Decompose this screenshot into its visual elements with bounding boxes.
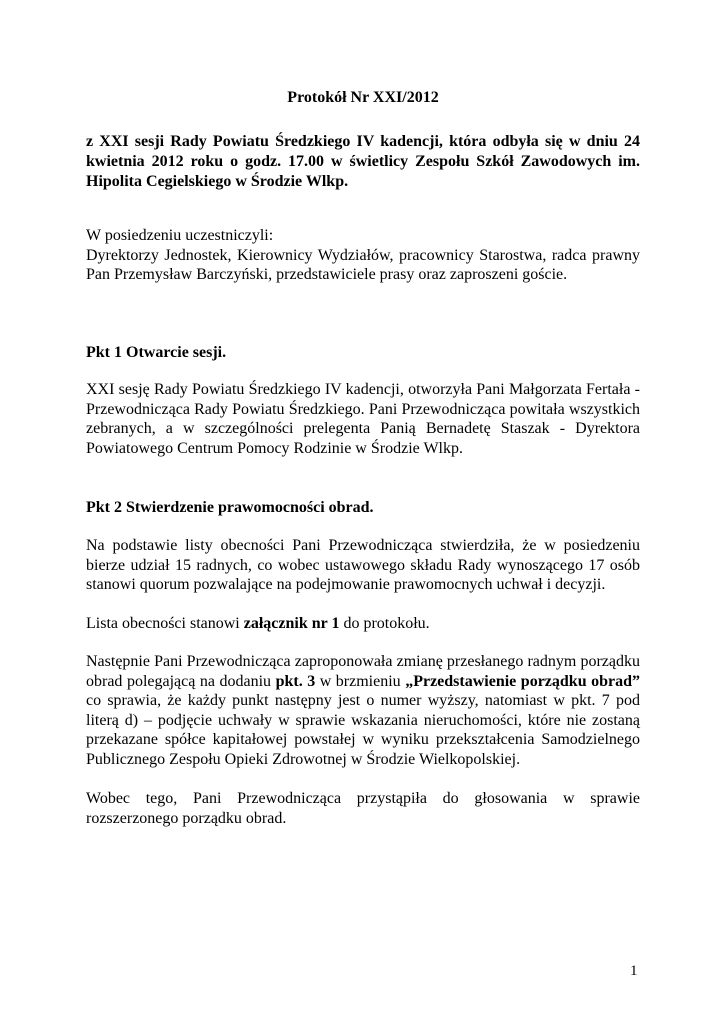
attendance-text: Dyrektorzy Jednostek, Kierownicy Wydziałów, pracownicy Starostwa, radca prawny Pan Przemysław Barczyński, przedstawiciele prasy oraz zaproszeni goście.: [86, 246, 640, 284]
document-title: Protokół Nr XXI/2012: [287, 89, 439, 106]
attachment-text-pre: Lista obecności stanowi: [86, 615, 244, 632]
section-2-agenda-paragraph: [86, 652, 640, 770]
section-2-attachment-line: [86, 614, 640, 634]
section-2-quorum-paragraph: Na podstawie listy obecności Pani Przewodnicząca stwierdziła, że w posiedzeniu bierze udział 15 radnych, co wobec ustawowego składu Rady wynoszącego 17 osób stanowi quorum pozwalające na podejmowanie prawomocnych uchwał i decyzji.: [86, 537, 640, 594]
section-2-heading: Pkt 2 Stwierdzenie prawomocności obrad.: [86, 499, 374, 516]
section-2-vote-paragraph: Wobec tego, Pani Przewodnicząca przystąpiła do głosowania w sprawie rozszerzonego porządku obrad.: [86, 790, 640, 827]
attachment-text-post: do protokołu.: [339, 615, 430, 632]
section-1-heading: Pkt 1 Otwarcie sesji.: [86, 344, 227, 361]
document-page: [86, 0, 640, 1024]
page-number: 1: [630, 963, 638, 979]
session-description: z XXI sesji Rady Powiatu Średzkiego IV kadencji, która odbyła się w dniu 24 kwietnia 2012 roku o godz. 17.00 w świetlicy Zespołu Szkół Zawodowych im. Hipolita Cegielskiego w Środzie Wlkp.: [86, 133, 640, 190]
attendance-paragraph: [86, 226, 640, 285]
attendance-lead: W posiedzeniu uczestniczyli:: [86, 227, 274, 244]
agenda-text-a: Następnie Pani Przewodnicząca zaproponowała zmianę przesłanego radnym porządku obrad polegającą na dodaniu: [86, 653, 640, 690]
attachment-reference: załącznik nr 1: [243, 615, 340, 632]
agenda-new-item: „Przedstawienie porządku obrad”: [405, 672, 641, 690]
agenda-point-ref: pkt. 3: [275, 672, 316, 690]
agenda-text-e: co sprawia, że każdy punkt następny jest o numer wyższy, natomiast w pkt. 7 pod literą d) – podjęcie uchwały w sprawie wskazania nieruchomości, które nie zostaną przekazane spółce kapitałowej powstałej w wyniku przekształcenia Samodzielnego Publicznego Zespołu Opieki Zdrowotnej w Środzie Wielkopolskiej.: [86, 692, 640, 768]
section-1-text: XXI sesję Rady Powiatu Średzkiego IV kadencji, otworzyła Pani Małgorzata Fertała - Przewodnicząca Rady Powiatu Średzkiego. Pani Przewodnicząca powitała wszystkich zebranych, a w szczególności prelegenta Panią Bernadetę Staszak - Dyrektora Powiatowego Centrum Pomocy Rodzinie w Środzie Wlkp.: [86, 381, 640, 457]
agenda-text-c: w brzmieniu: [315, 672, 406, 690]
